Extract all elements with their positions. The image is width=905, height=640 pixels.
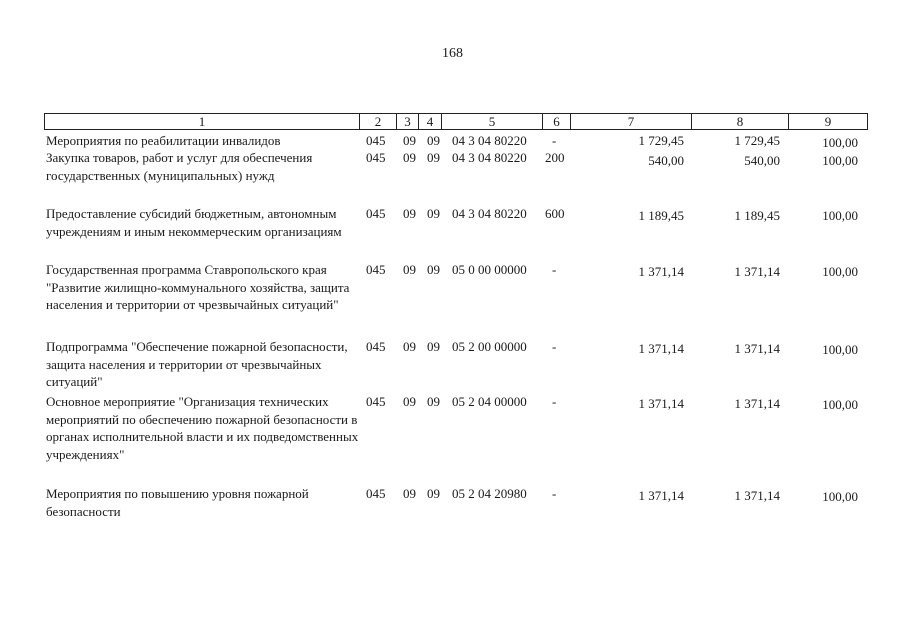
row-c7: 1 729,45 xyxy=(638,133,684,148)
row-c3: 09 xyxy=(403,133,416,148)
row-c6: 600 xyxy=(545,206,565,221)
row-c2: 045 xyxy=(366,262,386,277)
row-c5: 05 0 00 00000 xyxy=(452,262,527,277)
row-name: Подпрограмма "Обеспечение пожарной безопасности, защита населения и территории от чрезвычайных ситуаций" xyxy=(46,339,348,389)
row-c6: - xyxy=(552,262,557,277)
row-c3: 09 xyxy=(403,394,416,409)
row-c5: 04 3 04 80220 xyxy=(452,150,527,165)
row-c4: 09 xyxy=(427,206,440,221)
row-c7: 1 371,14 xyxy=(638,264,684,279)
row-c4: 09 xyxy=(427,150,440,165)
row-c5: 05 2 00 00000 xyxy=(452,339,527,354)
row-c8: 1 371,14 xyxy=(734,341,780,356)
row-c3: 09 xyxy=(403,150,416,165)
row-c8: 1 371,14 xyxy=(734,488,780,503)
row-c2: 045 xyxy=(366,486,386,501)
row-c9: 100,00 xyxy=(822,153,858,168)
row-c4: 09 xyxy=(427,339,440,354)
row-c9: 100,00 xyxy=(822,208,858,223)
row-c3: 09 xyxy=(403,262,416,277)
row-c7: 1 189,45 xyxy=(638,208,684,223)
row-c7: 1 371,14 xyxy=(638,341,684,356)
row-name: Мероприятия по повышению уровня пожарной безопасности xyxy=(46,486,309,519)
row-c5: 05 2 04 00000 xyxy=(452,394,527,409)
row-c7: 1 371,14 xyxy=(638,488,684,503)
row-c8: 1 371,14 xyxy=(734,396,780,411)
row-name: Закупка товаров, работ и услуг для обеспечения государственных (муниципальных) нужд xyxy=(46,150,313,183)
row-c8: 540,00 xyxy=(744,153,780,168)
row-c2: 045 xyxy=(366,394,386,409)
row-c9: 100,00 xyxy=(822,342,858,357)
row-name: Предоставление субсидий бюджетным, автономным учреждениям и иным некоммерческим организациям xyxy=(46,206,342,239)
row-c9: 100,00 xyxy=(822,135,858,150)
row-c9: 100,00 xyxy=(822,397,858,412)
row-c4: 09 xyxy=(427,486,440,501)
row-c9: 100,00 xyxy=(822,489,858,504)
row-c3: 09 xyxy=(403,206,416,221)
row-c8: 1 189,45 xyxy=(734,208,780,223)
row-c5: 05 2 04 20980 xyxy=(452,486,527,501)
header-col-4: 4 xyxy=(418,113,441,130)
row-c6: - xyxy=(552,486,557,501)
row-c4: 09 xyxy=(427,262,440,277)
row-c6: - xyxy=(552,394,557,409)
row-c3: 09 xyxy=(403,486,416,501)
row-c9: 100,00 xyxy=(822,264,858,279)
row-c6: - xyxy=(552,133,557,148)
row-c2: 045 xyxy=(366,133,386,148)
header-col-6: 6 xyxy=(542,113,570,130)
row-c5: 04 3 04 80220 xyxy=(452,133,527,148)
row-c2: 045 xyxy=(366,206,386,221)
row-c2: 045 xyxy=(366,150,386,165)
row-c8: 1 729,45 xyxy=(734,133,780,148)
header-col-3: 3 xyxy=(396,113,418,130)
page-number: 168 xyxy=(442,46,463,61)
row-c8: 1 371,14 xyxy=(734,264,780,279)
row-c4: 09 xyxy=(427,394,440,409)
row-c3: 09 xyxy=(403,339,416,354)
row-name: Мероприятия по реабилитации инвалидов xyxy=(46,133,281,148)
row-c6: 200 xyxy=(545,150,565,165)
row-c4: 09 xyxy=(427,133,440,148)
row-name: Основное мероприятие "Организация технических мероприятий по обеспечению пожарной безопасности в органах исполнительной власти и их подведомственных учреждениях" xyxy=(46,394,359,462)
row-name: Государственная программа Ставропольского края "Развитие жилищно-коммунального хозяйства, защита населения и территории от чрезвычайных ситуаций" xyxy=(46,262,350,312)
header-col-7: 7 xyxy=(570,113,691,130)
row-c6: - xyxy=(552,339,557,354)
header-col-1: 1 xyxy=(44,113,359,130)
header-col-2: 2 xyxy=(359,113,396,130)
header-col-5: 5 xyxy=(441,113,542,130)
row-c5: 04 3 04 80220 xyxy=(452,206,527,221)
row-c7: 1 371,14 xyxy=(638,396,684,411)
header-col-8: 8 xyxy=(691,113,788,130)
header-col-9: 9 xyxy=(788,113,868,130)
row-c2: 045 xyxy=(366,339,386,354)
row-c7: 540,00 xyxy=(648,153,684,168)
